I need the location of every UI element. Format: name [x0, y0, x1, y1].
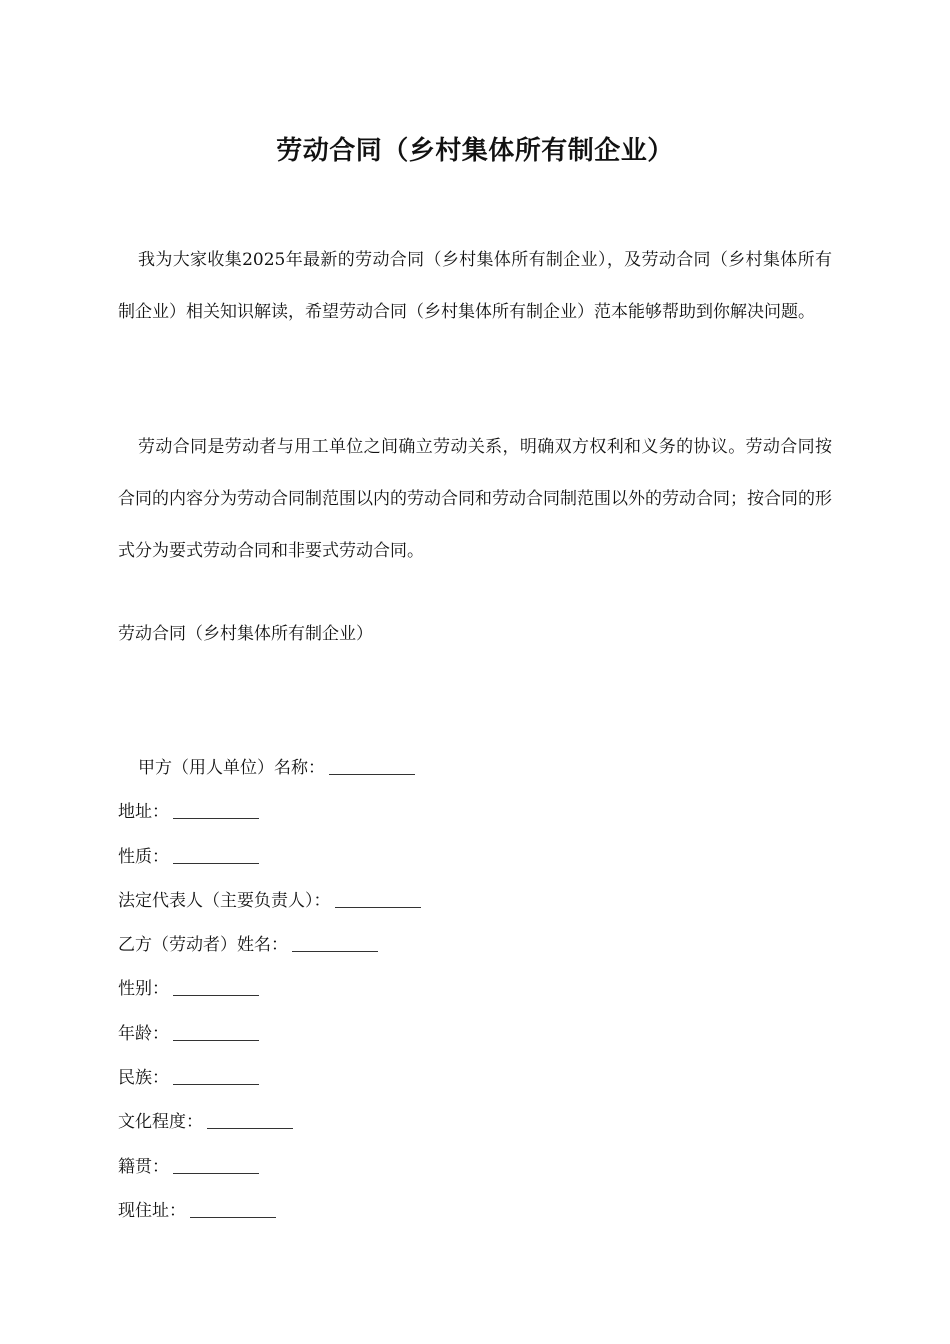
field-native-place — [118, 1151, 832, 1195]
field-legal-representative — [118, 885, 832, 929]
fill-in-blank[interactable] — [329, 754, 415, 775]
field-label: 甲方（用人单位）名称： — [138, 758, 325, 778]
contract-fields — [118, 752, 832, 1239]
field-nature — [118, 841, 832, 885]
field-label: 民族： — [118, 1068, 169, 1089]
field-label: 地址： — [118, 802, 169, 823]
section-heading: 劳动合同（乡村集体所有制企业） — [118, 624, 373, 644]
field-gender — [118, 973, 832, 1017]
field-education — [118, 1106, 832, 1150]
fill-in-blank[interactable] — [173, 1020, 259, 1041]
field-label: 法定代表人（主要负责人）： — [118, 890, 331, 911]
fill-in-blank[interactable] — [335, 887, 421, 908]
fill-in-blank[interactable] — [173, 1153, 259, 1174]
field-address — [118, 796, 832, 840]
field-label: 文化程度： — [118, 1112, 203, 1133]
fill-in-blank[interactable] — [173, 843, 259, 864]
fill-in-blank[interactable] — [292, 931, 378, 952]
fill-in-blank[interactable] — [207, 1108, 293, 1129]
field-employee-name — [118, 929, 832, 973]
intro-paragraph: 我为大家收集2025年最新的劳动合同（乡村集体所有制企业），及劳动合同（乡村集体所有制企业）相关知识解读，希望劳动合同（乡村集体所有制企业）范本能够帮助到你解决问题。 — [118, 250, 832, 322]
fill-in-blank[interactable] — [173, 1064, 259, 1085]
field-label: 性别： — [118, 979, 169, 1000]
field-label: 乙方（劳动者）姓名： — [118, 935, 288, 956]
field-label: 现住址： — [118, 1200, 186, 1221]
field-label: 性质： — [118, 846, 169, 867]
fill-in-blank[interactable] — [173, 975, 259, 996]
definition-paragraph: 劳动合同是劳动者与用工单位之间确立劳动关系，明确双方权利和义务的协议。劳动合同按合同的内容分为劳动合同制范围以内的劳动合同和劳动合同制范围以外的劳动合同；按合同的形式分为要式劳动合同和非要式劳动合同。 — [118, 437, 832, 561]
fill-in-blank[interactable] — [190, 1197, 276, 1218]
field-label: 年龄： — [118, 1023, 169, 1044]
field-ethnicity — [118, 1062, 832, 1106]
fill-in-blank[interactable] — [173, 798, 259, 819]
field-age — [118, 1018, 832, 1062]
field-current-address — [118, 1195, 832, 1239]
document-title: 劳动合同（乡村集体所有制企业） — [276, 136, 674, 166]
field-label: 籍贯： — [118, 1156, 169, 1177]
field-employer-name — [118, 752, 832, 796]
